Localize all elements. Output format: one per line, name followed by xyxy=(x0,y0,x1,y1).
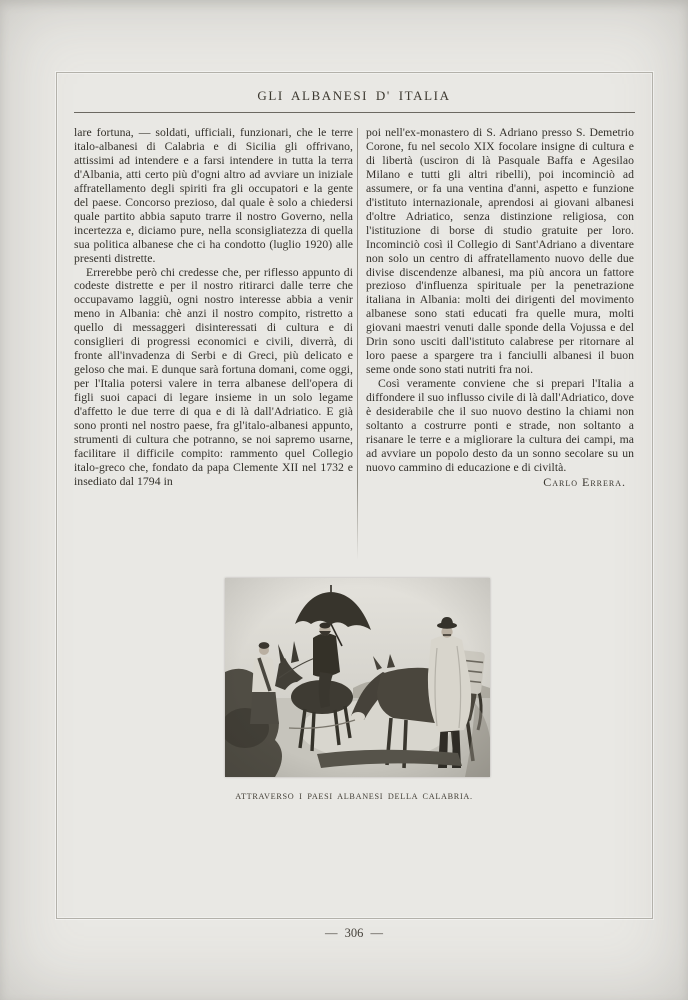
page-header-title: GLI ALBANESI D' ITALIA xyxy=(257,88,451,103)
photo-vignette xyxy=(225,578,490,777)
paragraph: lare fortuna, — soldati, ufficiali, funzionari, che le terre italo-albanesi di Calabria e di Sicilia gli offrivano, attissimi ad intendere e a farsi intendere in tutta la terra d'Albania, atti certo più d'ogni altro ad avviare un iniziale affratellamento degli spiriti fra gli occupatori e la gente del paese. Concorso prezioso, dal quale è solo a chiedersi quale partito abbia saputo trarre il nostro Governo, nella incertezza e, diciamo pure, nella sconsigliatezza di quella sua politica albanese che ci ha condotto (luglio 1920) alle presenti distrette. xyxy=(74,126,353,265)
photo-caption: ATTRAVERSO I PAESI ALBANESI DELLA CALABRIA. xyxy=(235,792,473,801)
header-rule xyxy=(74,112,635,113)
paragraph: poi nell'ex-monastero di S. Adriano presso S. Demetrio Corone, fu nel secolo XIX focolare insigne di cultura e di libertà (usciron di là Pasquale Baffa e Agesilao Milano e tutti gli altri ribelli), poi incominciò ad assumere, or fa una ventina d'anni, aspetto e funzione d'istituto internazionale, aprendosi ai giovani albanesi d'oltre Adriatico, senza distinzione religiosa, con l'istituzione di borse di studio gratuite per loro. Incominciò così il Collegio di Sant'Adriano a diventare non solo un centro di affratellamento nuovo delle due divise discendenze albanesi, ma più ancora un fattore prezioso d'influenza spirituale per la penetrazione italiana in Albania: molti dei dirigenti del movimento albanese sono stati educati fra quelle mura, molti giovani maestri venuti dalle sponde della Vojussa e del Drin sono usciti dall'istituto calabrese per ritornare al loro paese a spargere tra i fanciulli albanesi il buon seme onde sono stati nutriti fra noi. xyxy=(366,126,634,377)
author-signature: Carlo Errera. xyxy=(543,474,626,489)
page-number: — 306 — xyxy=(325,926,383,940)
photo-illustration xyxy=(225,578,490,777)
text-column-left xyxy=(74,126,353,489)
paragraph: Errerebbe però chi credesse che, per riflesso appunto di codeste distrette e per il nostro ritirarci dalle terre che occupavamo laggiù, ogni nostro interesse abbia a venir meno in Albania: chè anzi il nostro compito, ristretto a quello di messaggeri disinteressati di cultura e di consiglieri di progressi economici e civili, diverrà, di fronte all'invadenza di Serbi e di Greci, più delicato e geloso che mai. E dunque sarà fortuna domani, come oggi, per l'Italia potersi valere in terra albanese dell'opera di figli suoi capaci di legare insieme in un solo legame d'affetto le due terre di qua e di là dall'Adriatico. E già sono pronti nel nostro paese, fra gl'italo-albanesi appunto, strumenti di cultura che potranno, se noi sapremo usarne, facilitare il difficile compito: rammento quel Collegio italo-greco che, fondato da papa Clemente XII nel 1732 e insediato dal 1794 in xyxy=(74,265,353,488)
text-column-right xyxy=(366,126,634,490)
photo-travellers-with-donkeys-and-umbrella xyxy=(225,578,490,777)
column-divider xyxy=(357,128,358,560)
paragraph: Così veramente conviene che si prepari l'Italia a diffondere il suo influsso civile di là dall'Adriatico, dove è desiderabile che il suo nuovo destino la chiami non soltanto a costrurre ponti e strade, non soltanto a risanare le terre e a migliorare la cultura dei campi, ma ad avviare un popolo desto da un sonno secolare su un nuovo cammino di educazione e di civiltà. xyxy=(366,377,634,474)
